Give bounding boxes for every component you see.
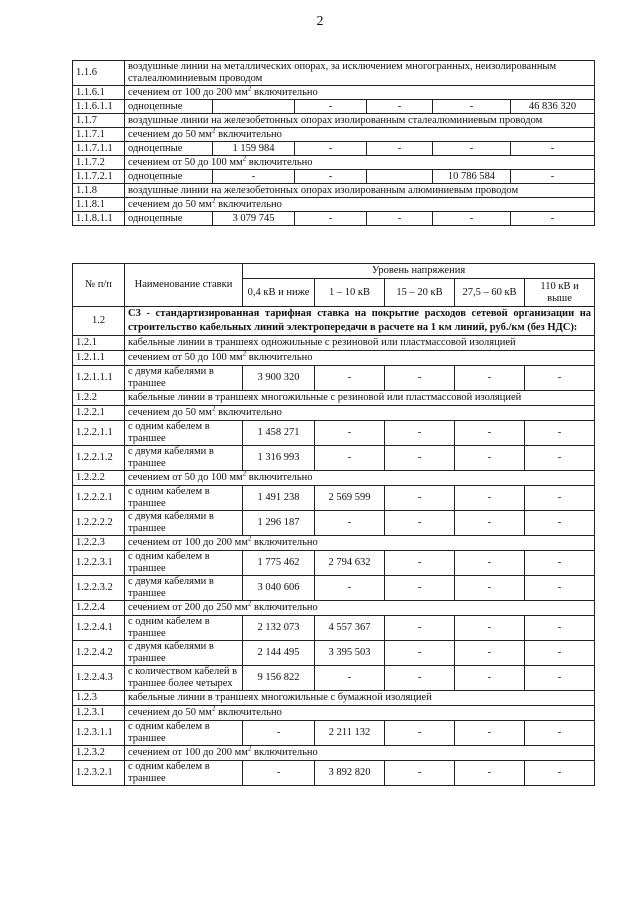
value-cell: - xyxy=(525,551,595,576)
value-cell: - xyxy=(213,170,295,184)
value-cell: - xyxy=(525,421,595,446)
value-cell: 2 794 632 xyxy=(315,551,385,576)
row-description: сечением от 50 до 100 $мм^2$ включительно xyxy=(125,156,595,170)
row-code: 1.1.7.1 xyxy=(73,128,125,142)
row-code: 1.2.2.3 xyxy=(73,536,125,551)
row-code: 1.1.7.1.1 xyxy=(73,142,125,156)
value-cell: - xyxy=(315,366,385,391)
row-name: с одним кабелем в траншее xyxy=(125,721,243,746)
value-cell: - xyxy=(367,100,433,114)
value-cell: - xyxy=(455,551,525,576)
value-cell: 3 079 745 xyxy=(213,212,295,226)
row-description: сечением от 100 до 200 $мм^2$ включительно xyxy=(125,536,595,551)
value-cell: - xyxy=(385,551,455,576)
value-cell: - xyxy=(525,366,595,391)
table-row xyxy=(73,641,595,666)
value-cell: - xyxy=(295,170,367,184)
row-name: с двумя кабелями в траншее xyxy=(125,446,243,471)
table-row xyxy=(73,511,595,536)
header-col-110kv: 110 кВ и выше xyxy=(525,279,595,307)
row-name: с одним кабелем в траншее xyxy=(125,486,243,511)
row-description: сечением от 50 до 100 $мм^2$ включительно xyxy=(125,351,595,366)
table-row xyxy=(73,421,595,446)
row-description: сечением до 50 $мм^2$ включительно xyxy=(125,198,595,212)
value-cell: 3 900 320 xyxy=(243,366,315,391)
row-code: 1.1.6 xyxy=(73,61,125,86)
value-cell: - xyxy=(455,576,525,601)
table-row xyxy=(73,616,595,641)
table-row xyxy=(73,666,595,691)
row-code: 1.2.2.4 xyxy=(73,601,125,616)
header-name: Наименование ставки xyxy=(125,264,243,307)
table-row xyxy=(73,391,595,406)
value-cell: - xyxy=(385,486,455,511)
section-code: 1.2 xyxy=(73,307,125,336)
value-cell: - xyxy=(295,100,367,114)
table-row xyxy=(73,128,595,142)
value-cell: - xyxy=(433,212,511,226)
row-description: сечением от 50 до 100 $мм^2$ включительно xyxy=(125,471,595,486)
value-cell: - xyxy=(455,616,525,641)
value-cell: - xyxy=(525,511,595,536)
row-code: 1.1.8.1 xyxy=(73,198,125,212)
value-cell: - xyxy=(455,511,525,536)
row-code: 1.2.2.4.1 xyxy=(73,616,125,641)
value-cell: - xyxy=(525,666,595,691)
value-cell: 1 491 238 xyxy=(243,486,315,511)
value-cell: 46 836 320 xyxy=(511,100,595,114)
row-code: 1.2.2.4.3 xyxy=(73,666,125,691)
row-code: 1.2.2.1.1 xyxy=(73,421,125,446)
row-code: 1.2.1.1 xyxy=(73,351,125,366)
value-cell: - xyxy=(367,142,433,156)
tariff-table-continued xyxy=(72,60,595,226)
table-row xyxy=(73,406,595,421)
row-code: 1.1.8.1.1 xyxy=(73,212,125,226)
header-col-15-20kv: 15 – 20 кВ xyxy=(385,279,455,307)
value-cell: - xyxy=(243,721,315,746)
value-cell: - xyxy=(455,721,525,746)
value-cell: 1 159 984 xyxy=(213,142,295,156)
value-cell: 2 211 132 xyxy=(315,721,385,746)
row-description: сечением до 50 $мм^2$ включительно xyxy=(125,128,595,142)
value-cell: 3 395 503 xyxy=(315,641,385,666)
row-code: 1.2.3.1.1 xyxy=(73,721,125,746)
value-cell: - xyxy=(511,142,595,156)
row-description: сечением до 50 $мм^2$ включительно xyxy=(125,406,595,421)
value-cell xyxy=(367,170,433,184)
value-cell: - xyxy=(433,100,511,114)
value-cell: - xyxy=(525,616,595,641)
row-name: одноцепные xyxy=(125,100,213,114)
header-col-1-10kv: 1 – 10 кВ xyxy=(315,279,385,307)
page-number: 2 xyxy=(316,14,324,29)
table-row xyxy=(73,721,595,746)
row-description: кабельные линии в траншеях многожильные с бумажной изоляцией xyxy=(125,691,595,706)
table-row xyxy=(73,142,595,156)
row-code: 1.2.3.2 xyxy=(73,746,125,761)
value-cell: - xyxy=(315,421,385,446)
value-cell: - xyxy=(385,721,455,746)
row-code: 1.1.8 xyxy=(73,184,125,198)
row-code: 1.2.2.4.2 xyxy=(73,641,125,666)
row-name: с количеством кабелей в траншее более четырех xyxy=(125,666,243,691)
value-cell: - xyxy=(385,576,455,601)
row-code: 1.2.2.1.2 xyxy=(73,446,125,471)
row-code: 1.2.2.2.1 xyxy=(73,486,125,511)
value-cell: - xyxy=(385,616,455,641)
header-number: № п/п xyxy=(73,264,125,307)
value-cell xyxy=(213,100,295,114)
row-name: одноцепные xyxy=(125,170,213,184)
value-cell: - xyxy=(315,666,385,691)
table-row xyxy=(73,61,595,86)
row-code: 1.2.2.2 xyxy=(73,471,125,486)
value-cell: 2 132 073 xyxy=(243,616,315,641)
value-cell: - xyxy=(295,212,367,226)
value-cell: - xyxy=(455,366,525,391)
value-cell: - xyxy=(511,170,595,184)
value-cell: - xyxy=(525,641,595,666)
row-name: с двумя кабелями в траншее xyxy=(125,641,243,666)
value-cell: - xyxy=(455,761,525,786)
row-code: 1.1.7.2.1 xyxy=(73,170,125,184)
value-cell: 10 786 584 xyxy=(433,170,511,184)
row-name: с двумя кабелями в траншее xyxy=(125,511,243,536)
row-description: сечением до 50 $мм^2$ включительно xyxy=(125,706,595,721)
value-cell: - xyxy=(455,666,525,691)
row-code: 1.1.7.2 xyxy=(73,156,125,170)
row-code: 1.1.7 xyxy=(73,114,125,128)
row-description: кабельные линии в траншеях одножильные с резиновой или пластмассовой изоляцией xyxy=(125,336,595,351)
row-code: 1.1.6.1.1 xyxy=(73,100,125,114)
table-row xyxy=(73,184,595,198)
row-name: одноцепные xyxy=(125,142,213,156)
row-name: с одним кабелем в траншее xyxy=(125,616,243,641)
row-description: сечением от 100 до 200 $мм^2$ включительно xyxy=(125,746,595,761)
table-row xyxy=(73,198,595,212)
row-code: 1.2.1 xyxy=(73,336,125,351)
value-cell: - xyxy=(385,666,455,691)
row-code: 1.2.3.1 xyxy=(73,706,125,721)
table-row xyxy=(73,446,595,471)
table-header-row xyxy=(73,264,595,279)
value-cell: - xyxy=(295,142,367,156)
table-row xyxy=(73,336,595,351)
value-cell: - xyxy=(385,366,455,391)
value-cell: - xyxy=(525,576,595,601)
row-name: с одним кабелем в траншее xyxy=(125,421,243,446)
row-code: 1.2.2 xyxy=(73,391,125,406)
value-cell: - xyxy=(511,212,595,226)
value-cell: - xyxy=(455,446,525,471)
row-description: воздушные линии на железобетонных опорах изолированным сталеалюминиевым проводом xyxy=(125,114,595,128)
value-cell: - xyxy=(367,212,433,226)
value-cell: 1 775 462 xyxy=(243,551,315,576)
table-row xyxy=(73,170,595,184)
table-row xyxy=(73,576,595,601)
table-row xyxy=(73,114,595,128)
row-code: 1.2.2.1 xyxy=(73,406,125,421)
section-row xyxy=(73,307,595,336)
section-title: С3 - стандартизированная тарифная ставка на покрытие расходов сетевой организации на строительство кабельных линий электропередачи в расчете на 1 км линий, руб./км (без НДС): xyxy=(125,307,595,336)
table-row xyxy=(73,746,595,761)
value-cell: 3 040 606 xyxy=(243,576,315,601)
table-row xyxy=(73,601,595,616)
value-cell: - xyxy=(385,761,455,786)
value-cell: - xyxy=(525,446,595,471)
table-row xyxy=(73,366,595,391)
value-cell: - xyxy=(385,446,455,471)
table-row xyxy=(73,486,595,511)
cable-lines-tariff-table xyxy=(72,263,595,786)
row-code: 1.2.2.3.1 xyxy=(73,551,125,576)
value-cell: 1 316 993 xyxy=(243,446,315,471)
value-cell: - xyxy=(385,641,455,666)
value-cell: 4 557 367 xyxy=(315,616,385,641)
value-cell: - xyxy=(243,761,315,786)
table-row xyxy=(73,156,595,170)
value-cell: - xyxy=(455,641,525,666)
table-row xyxy=(73,691,595,706)
row-description: сечением от 100 до 200 $мм^2$ включительно xyxy=(125,86,595,100)
value-cell: - xyxy=(315,446,385,471)
row-code: 1.2.2.3.2 xyxy=(73,576,125,601)
row-code: 1.1.6.1 xyxy=(73,86,125,100)
row-name: одноцепные xyxy=(125,212,213,226)
row-code: 1.2.3.2.1 xyxy=(73,761,125,786)
header-col-27-60kv: 27,5 – 60 кВ xyxy=(455,279,525,307)
table-row xyxy=(73,86,595,100)
row-name: с двумя кабелями в траншее xyxy=(125,366,243,391)
row-description: воздушные линии на железобетонных опорах изолированным алюминиевым проводом xyxy=(125,184,595,198)
table-row xyxy=(73,471,595,486)
table-row xyxy=(73,706,595,721)
value-cell: 9 156 822 xyxy=(243,666,315,691)
value-cell: - xyxy=(455,421,525,446)
value-cell: - xyxy=(525,761,595,786)
row-name: с одним кабелем в траншее xyxy=(125,551,243,576)
value-cell: - xyxy=(385,421,455,446)
value-cell: - xyxy=(525,721,595,746)
table-row xyxy=(73,551,595,576)
value-cell: - xyxy=(433,142,511,156)
row-name: с двумя кабелями в траншее xyxy=(125,576,243,601)
table-row xyxy=(73,761,595,786)
table-row xyxy=(73,536,595,551)
value-cell: 3 892 820 xyxy=(315,761,385,786)
value-cell: - xyxy=(315,576,385,601)
header-voltage-level: Уровень напряжения xyxy=(243,264,595,279)
value-cell: - xyxy=(525,486,595,511)
row-code: 1.2.1.1.1 xyxy=(73,366,125,391)
value-cell: 2 144 495 xyxy=(243,641,315,666)
row-name: с одним кабелем в траншее xyxy=(125,761,243,786)
row-code: 1.2.3 xyxy=(73,691,125,706)
table-row xyxy=(73,100,595,114)
value-cell: 1 296 187 xyxy=(243,511,315,536)
table-row xyxy=(73,351,595,366)
value-cell: - xyxy=(315,511,385,536)
row-description: воздушные линии на металлических опорах, за исключением многогранных, неизолированным сталеалюминиевым проводом xyxy=(125,61,595,86)
value-cell: 1 458 271 xyxy=(243,421,315,446)
row-description: кабельные линии в траншеях многожильные с резиновой или пластмассовой изоляцией xyxy=(125,391,595,406)
value-cell: 2 569 599 xyxy=(315,486,385,511)
header-col-0-4kv: 0,4 кВ и ниже xyxy=(243,279,315,307)
row-code: 1.2.2.2.2 xyxy=(73,511,125,536)
value-cell: - xyxy=(455,486,525,511)
table-row xyxy=(73,212,595,226)
value-cell: - xyxy=(385,511,455,536)
row-description: сечением от 200 до 250 $мм^2$ включительно xyxy=(125,601,595,616)
